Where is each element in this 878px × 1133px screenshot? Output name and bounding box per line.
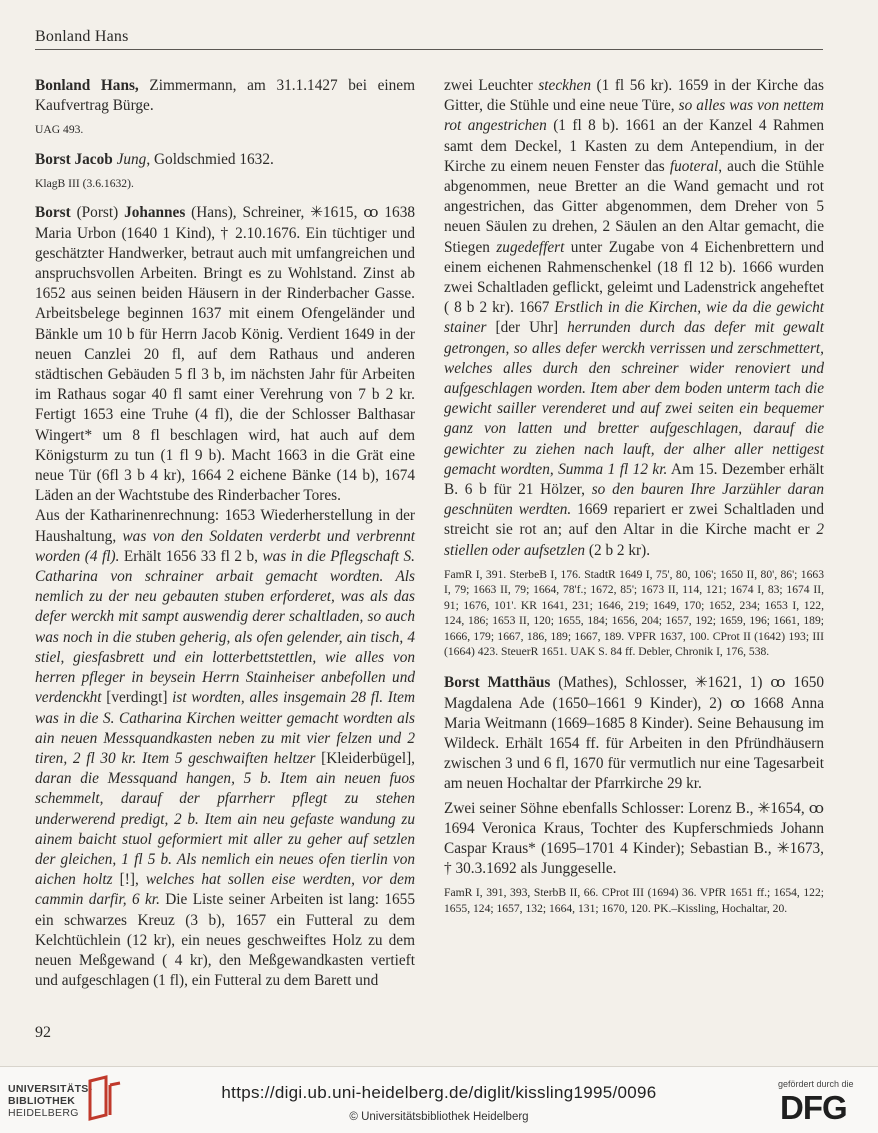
left-column [35,76,415,1003]
text-run: (2 b 2 kr). [585,541,651,559]
entry-body: Zimmermann, am 31.1.1427 bei einem Kaufvertrag Bürge. [35,77,415,115]
logo-line: UNIVERSITÄTS- [8,1083,93,1095]
logo-line: BIBLIOTHEK [8,1095,76,1107]
funding-note: gefördert durch die [778,1079,854,1089]
entry-given-name: Johannes [124,204,186,222]
text-run: , auch die Stühle abgenommen, neue Bretter an die Wand gemacht und rot angestrichen, das Gitter abgenommen, dem Dreher von 5 neuen Säulen zu drehen, 2 Säulen an den Altar gemacht, die Stiegen [444,157,824,256]
text-run: Aus der Katharinenrechnung: 1653 Wiederherstellung in der Haushaltung, [35,507,415,545]
quote-run: was in die Pflegschaft S. Catharina von schrainer arbait gemacht wordten. Als nemlich zu der neu gebauten stuben erforderet, was als das defer werckh mit sampt auswendig derer schaltladen, so auch was noch in die stuben geherig, als ofen gelender, ain tisch, 4 stiel, giesfasbrett und ein lotterbettstettlen, wie alles von herren pfleger in beysein Herrn Stainheiser anbefollen und verdenckht [35,547,415,707]
entry-source: UAG 493. [35,123,84,137]
quote-run: welches hat sollen eise werdten, vor dem cammin darfir, 6 kr. [35,871,415,909]
quote-run: was von den Soldaten verderbt und verbrennt worden (4 fl). [35,527,415,565]
entry-text [35,150,415,170]
entry-source: KlagB III (3.6.1632). [35,177,134,191]
text-run: (1 fl 8 b). 1661 an der Kanzel 4 Rahmen samt dem Deckel, 1 Kasten zu dem Antependium, in der Kirche zu einem neuen Fenster das [444,117,825,175]
dfg-logo[interactable]: DFG [780,1089,847,1126]
entry-borst-jacob [35,150,415,192]
entry-borst-johannes [35,203,415,991]
entry-source: FamR I, 391, 393, SterbB II, 66. CProt III (1694) 36. VPfR 1651 ff.; 1654, 122; 1655, 124; 1657, 132; 1664, 131; 1670, 120. PK.–Kissling, Hochaltar, 20. [444,886,824,915]
entry-source: FamR I, 391. SterbeB I, 176. StadtR 1649 I, 75', 80, 106'; 1650 II, 80', 86'; 1663 I, 79; 1663 II, 79; 1664, 78'f.; 1672, 85'; 1673 II, 114, 121; 1674 I, 83; 1674 II, 91; 1676, 101'. KR 1641, 231; 1646, 219; 1649, 170; 1652, 234; 1653 I, 122, 124, 186; 1653 II, 120; 1655, 184; 1656, 204; 1657, 192; 1659, 196; 1661, 189; 1666, 179; 1667, 186, 189; 1667, 189. VPFR 1637, 100. CProt II (1642) 193; III (1664) 423. SteuerR 1651. UAK S. 84 ff. Debler, Chronik I, 176, 538. [444,567,824,658]
quote-run: ist wordten, alles insgemain 28 fl. Item was in die S. Catharina Kirchen weitter gemacht wordten als ain neuen Messquandkasten neben zu mit vier felzen und 2 tiren, 2 fl 30 kr. Item 5 geschwaiften heltzer [35,689,415,767]
text-run: Die Liste seiner Arbeiten ist lang: 1655 ein schwarzes Kreuz (3 b), 1657 ein Futteral zu dem Kelchtüchlein (12 kr), ein neues geschweiftes Holz zu dem neuen Meßgewand ( 4 kr), den Meßgewandkasten vertieft und aufgeschlagen (1 fl), ein Futteral zu dem Barett und [35,891,415,990]
entry-alias: (Porst) [70,204,125,222]
permalink-url[interactable]: https://digi.ub.uni-heidelberg.de/diglit/kissling1995/0096 [221,1083,657,1102]
header-rule [35,49,823,50]
entry-body: (Hans), Schreiner, ✳1615, ꝏ 1638 Maria Urbon (1640 1 Kind), † 2.10.1676. Ein tüchtiger und geschätzter Handwerker, betraut auch mit umfangreichen und anspruchsvollen Arbeiten. Bringt es zu Wohlstand. Zinst ab 1652 aus seinen beiden Häusern in der Rinderbacher Gasse. Arbeitsbelege beginnen 1637 mit einem Ofengeländer und Bänkle um 10 b für Herrn Jacob König. Verdient 1649 in der neuen Canzlei 20 fl, auf dem Rathaus und anderen städtischen Gebäuden 5 fl 3 b, im nächsten Jahr für Arbeiten im Rathaus sogar 40 fl samt einer Verehrung von 7 b 2 kr. Fertigt 1653 eine Truhe (4 fl), die der Schlosser Balthasar Wingert* um 8 fl beschlagen wird, hat auch auf dem Königsturm zu tun (1 fl 9 b). Macht 1663 in die Grät eine neue Tür (6fl 3 b 4 kr), 1664 2 eichene Bänke (14 b), 1674 Läden an der Wachtstube des Rinderbacher Tores. [35,204,415,505]
quote-run: Erstlich in die Kirchen, wie da die gewicht stainer [444,299,824,337]
entry-body: , Goldschmied 1632. [146,150,274,168]
quote-run: zugedeffert [496,238,565,256]
entry-text [35,203,415,506]
entry-text [444,673,824,794]
text-run: [!], [112,871,146,889]
quote-run: steckhen [538,77,591,94]
entry-bonland-hans [35,76,415,138]
entry-name: Borst [35,204,71,222]
text-run: [der Uhr] [486,319,568,337]
text-run: [verdingt] [101,689,173,707]
entry-text [35,76,415,116]
quote-run: so den bauren Ihre Jarzühler daran geschnüten werdten. [444,481,824,519]
quote-run: fuoteral [669,157,719,175]
entry-body: (Mathes), Schlosser, ✳1621, 1) ꝏ 1650 Magdalena Ade (1650–1661 9 Kinder), 2) ꝏ 1668 Anna Maria Weitmann (1669–1685 8 Kinder). Seine Behausung im Wildeck. Erhält 1654 ff. für Arbeiten in den Pfründhäusern zwischen 3 und 6 fl, 1670 für vermutlich nur eine Tagesarbeit am neuen Hochaltar der Pfarrkirche 29 kr. [444,674,824,793]
running-head: Bonland Hans [35,28,129,45]
entry-paragraph [444,76,824,561]
quote-run: so alles was von nettem rot angestrichen [444,97,824,135]
quote-run: herrunden durch das defer mit gewalt getrongen, so alles defer werckh verrissen und zerschmettert, welches alles durch den schreiner wider renoviert und aufgeschlagen worden. Item aber dem boden unterm tach die gewicht sailler verenderet und auf zwei seiten ein bequemer ganz von latten und bretter aufgeschlagen, darauf die gewichter zu ziehen nach lauft, der alher aller nettigest gemacht wordten, Summa 1 fl 12 kr. [444,319,825,478]
page-number: 92 [35,1024,51,1041]
text-run: zwei Leuchter [444,77,539,94]
entry-borst-matthaeus [444,673,824,916]
text-run: [Kleiderbügel], [315,749,415,767]
text-run: unter Zugabe von 4 Eichenbrettern und einem eichenen Rahmenschenkel (18 fl 12 b). 1666 wurden zwei Schaltladen geflickt, geleimt und Ladenstrick angeheftet ( 8 b 2 kr). 1667 [444,238,824,317]
right-column [444,76,824,928]
copyright-notice: © Universitätsbibliothek Heidelberg [349,1111,529,1123]
entry-name: Borst Matthäus [444,674,551,692]
entry-paragraph [35,506,415,991]
text-run: (1 fl 56 kr). 1659 in der Kirche das Gitter, die Stühle und eine neue Türe, [444,77,824,115]
entry-name: Bonland Hans, [35,77,139,94]
entry-name: Borst Jacob [35,150,113,168]
text-run: Erhält 1656 33 fl 2 b, [119,547,263,565]
entry-borst-johannes-continued [444,76,824,659]
entry-paragraph: Zwei seiner Söhne ebenfalls Schlosser: Lorenz B., ✳1654, ꝏ 1694 Veronica Kraus, Tochter des Kupferschmieds Johann Caspar Kraus* (1695–1701 4 Kinder); Sebastian B., ✳1673, † 30.3.1692 als Junggeselle. [444,799,824,878]
quote-run: daran die Messquand hangen, 5 b. Item ain neuen fuos schemmelt, darauf der pfarrherr pflegt zu stehen underwerend predigt, 2 b. Item ain neu gefaste wandung zu ainem baicht stuol geformiert mit aller zu geher auf setzlen der gleichen, 1 fl 5 b. Als nemlich ein neues ofen tierlin von aichen holtz [35,770,415,889]
text-run: Am 15. Dezember erhält B. 6 b für 21 Hölzer, [444,460,824,499]
viewer-footer [0,1066,878,1133]
entry-name-suffix: Jung [116,150,147,168]
text-run: 1669 repariert er zwei Schaltladen und streicht sie rot an; auf den Altar in die Kirche macht er [444,501,824,539]
quote-run: 2 stiellen oder aufsetzlen [444,521,824,559]
logo-line: HEIDELBERG [8,1107,79,1119]
